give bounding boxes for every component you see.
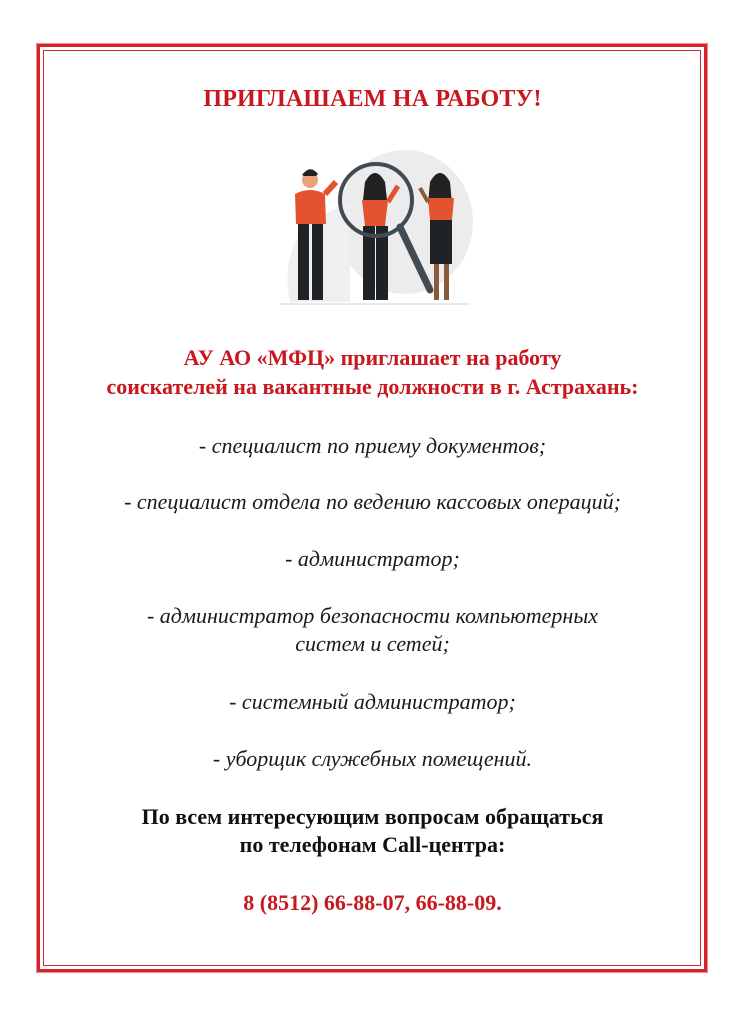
vacancy-line-1: - администратор безопасности компьютерных <box>146 603 599 628</box>
intro-text <box>0 343 745 401</box>
vacancy-item <box>0 602 745 658</box>
contact-text <box>0 803 745 859</box>
phone-numbers: 8 (8512) 66-88-07, 66-88-09. <box>243 890 502 915</box>
vacancy-item: - специалист по приему документов; <box>198 433 547 458</box>
contact-line-1: По всем интересующим вопросам обращаться <box>141 804 604 829</box>
vacancy-item: - системный администратор; <box>229 689 516 714</box>
intro-line-1: АУ АО «МФЦ» приглашает на работу <box>183 345 562 370</box>
vacancy-item: - администратор; <box>285 546 460 571</box>
vacancy-item: - специалист отдела по ведению кассовых операций; <box>124 489 621 514</box>
intro-line-2: соискателей на вакантные должности в г. Астрахань: <box>106 374 639 399</box>
contact-line-2: по телефонам Call-центра: <box>239 832 506 857</box>
poster-title: ПРИГЛАШАЕМ НА РАБОТУ! <box>203 86 542 112</box>
people-magnifier-illustration <box>270 142 480 310</box>
vacancy-line-2: систем и сетей; <box>295 631 450 656</box>
vacancy-item: - уборщик служебных помещений. <box>212 746 533 771</box>
